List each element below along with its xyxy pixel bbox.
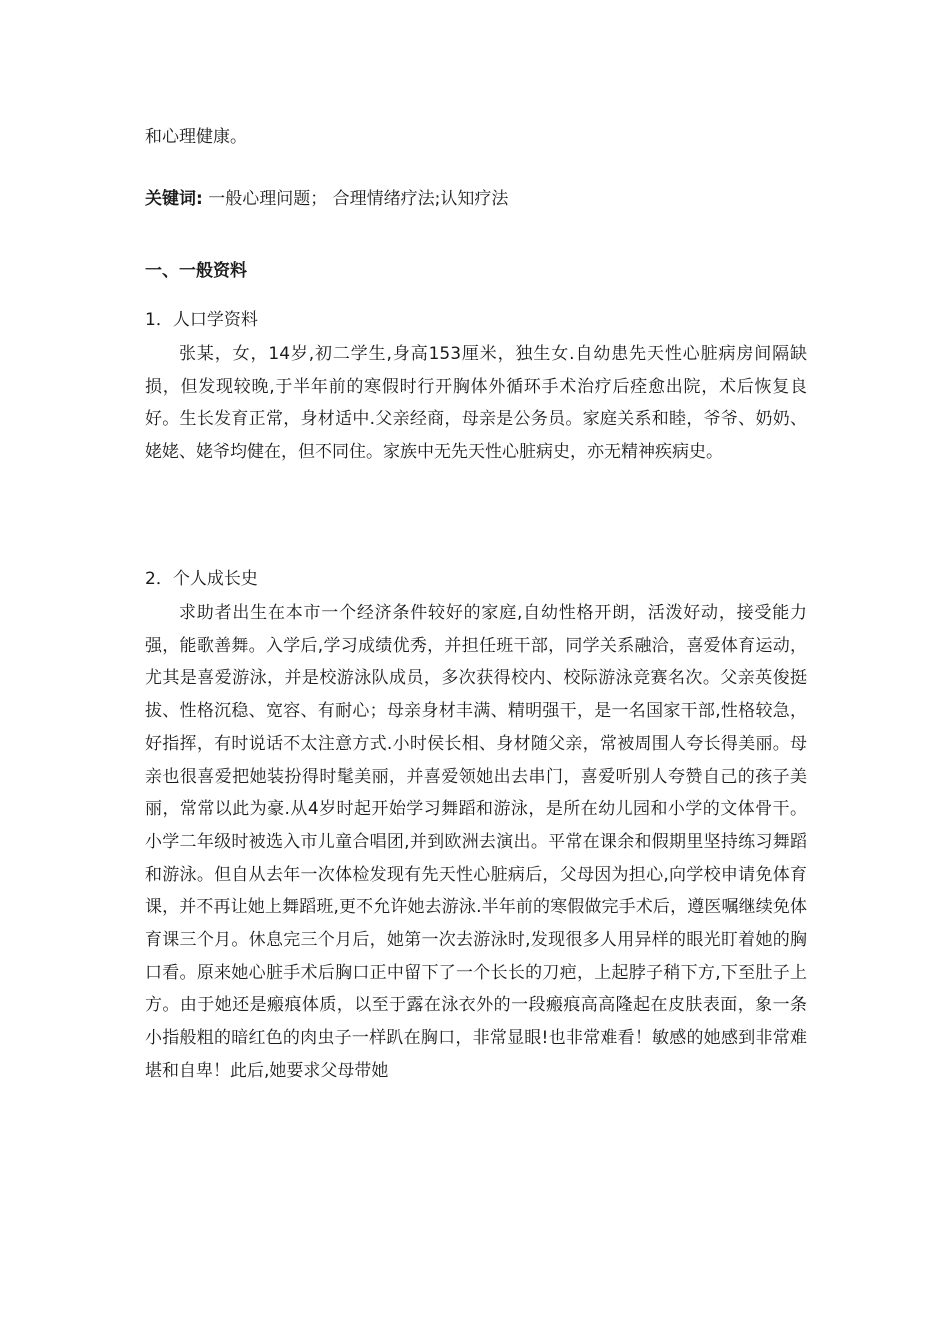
paragraph-history: 求助者出生在本市一个经济条件较好的家庭,自幼性格开朗，活泼好动，接受能力强，能歌善舞。入学后,学习成绩优秀，并担任班干部，同学关系融洽，喜爱体育运动，尤其是喜爱游泳，并是校游泳队成员，多次获得校内、校际游泳竞赛名次。父亲英俊挺拔、性格沉稳、宽容、有耐心；母亲身材丰满、精明强干，是一名国家干部,性格较急，好指挥，有时说话不太注意方式.小时侯长相、身材随父亲，常被周围人夸长得美丽。母亲也很喜爱把她装扮得时髦美丽，并喜爱领她出去串门，喜爱听别人夸赞自己的孩子美丽，常常以此为豪.从4岁时起开始学习舞蹈和游泳，是所在幼儿园和小学的文体骨干。小学二年级时被选入市儿童合唱团,并到欧洲去演出。平常在课余和假期里坚持练习舞蹈和游泳。但自从去年一次体检发现有先天性心脏病后，父母因为担心,向学校申请免体育课，并不再让她上舞蹈班,更不允许她去游泳.半年前的寒假做完手术后，遵医嘱继续免体育课三个月。休息完三个月后，她第一次去游泳时,发现很多人用异样的眼光盯着她的胸口看。原来她心脏手术后胸口正中留下了一个长长的刀疤，上起脖子稍下方,下至肚子上方。由于她还是瘢痕体质，以至于露在泳衣外的一段瘢痕高高隆起在皮肤表面，象一条小指般粗的暗红色的肉虫子一样趴在胸口，非常显眼!也非常难看！敏感的她感到非常难堪和自卑！此后,她要求父母带她 [145, 603, 807, 1081]
keywords-label: 关键词: [145, 189, 203, 209]
keywords-text: 一般心理问题； 合理情绪疗法;认知疗法 [202, 189, 509, 209]
subsection-heading-demographics: 1．人口学资料 [145, 310, 258, 330]
paragraph-demographics: 张某，女，14岁,初二学生,身高153厘米，独生女.自幼患先天性心脏病房间隔缺损，但发现较晚,于半年前的寒假时行开胸体外循环手术治疗后痊愈出院，术后恢复良好。生长发育正常，身材适中.父亲经商，母亲是公务员。家庭关系和睦，爷爷、奶奶、姥姥、姥爷均健在，但不同住。家族中无先天性心脏病史，亦无精神疾病史。 [145, 344, 807, 463]
keywords-line [145, 183, 807, 215]
section-title: 一、一般资料 [145, 261, 247, 281]
subsection-heading-history: 2．个人成长史 [145, 569, 258, 589]
abstract-tail: 和心理健康。 [145, 127, 247, 147]
